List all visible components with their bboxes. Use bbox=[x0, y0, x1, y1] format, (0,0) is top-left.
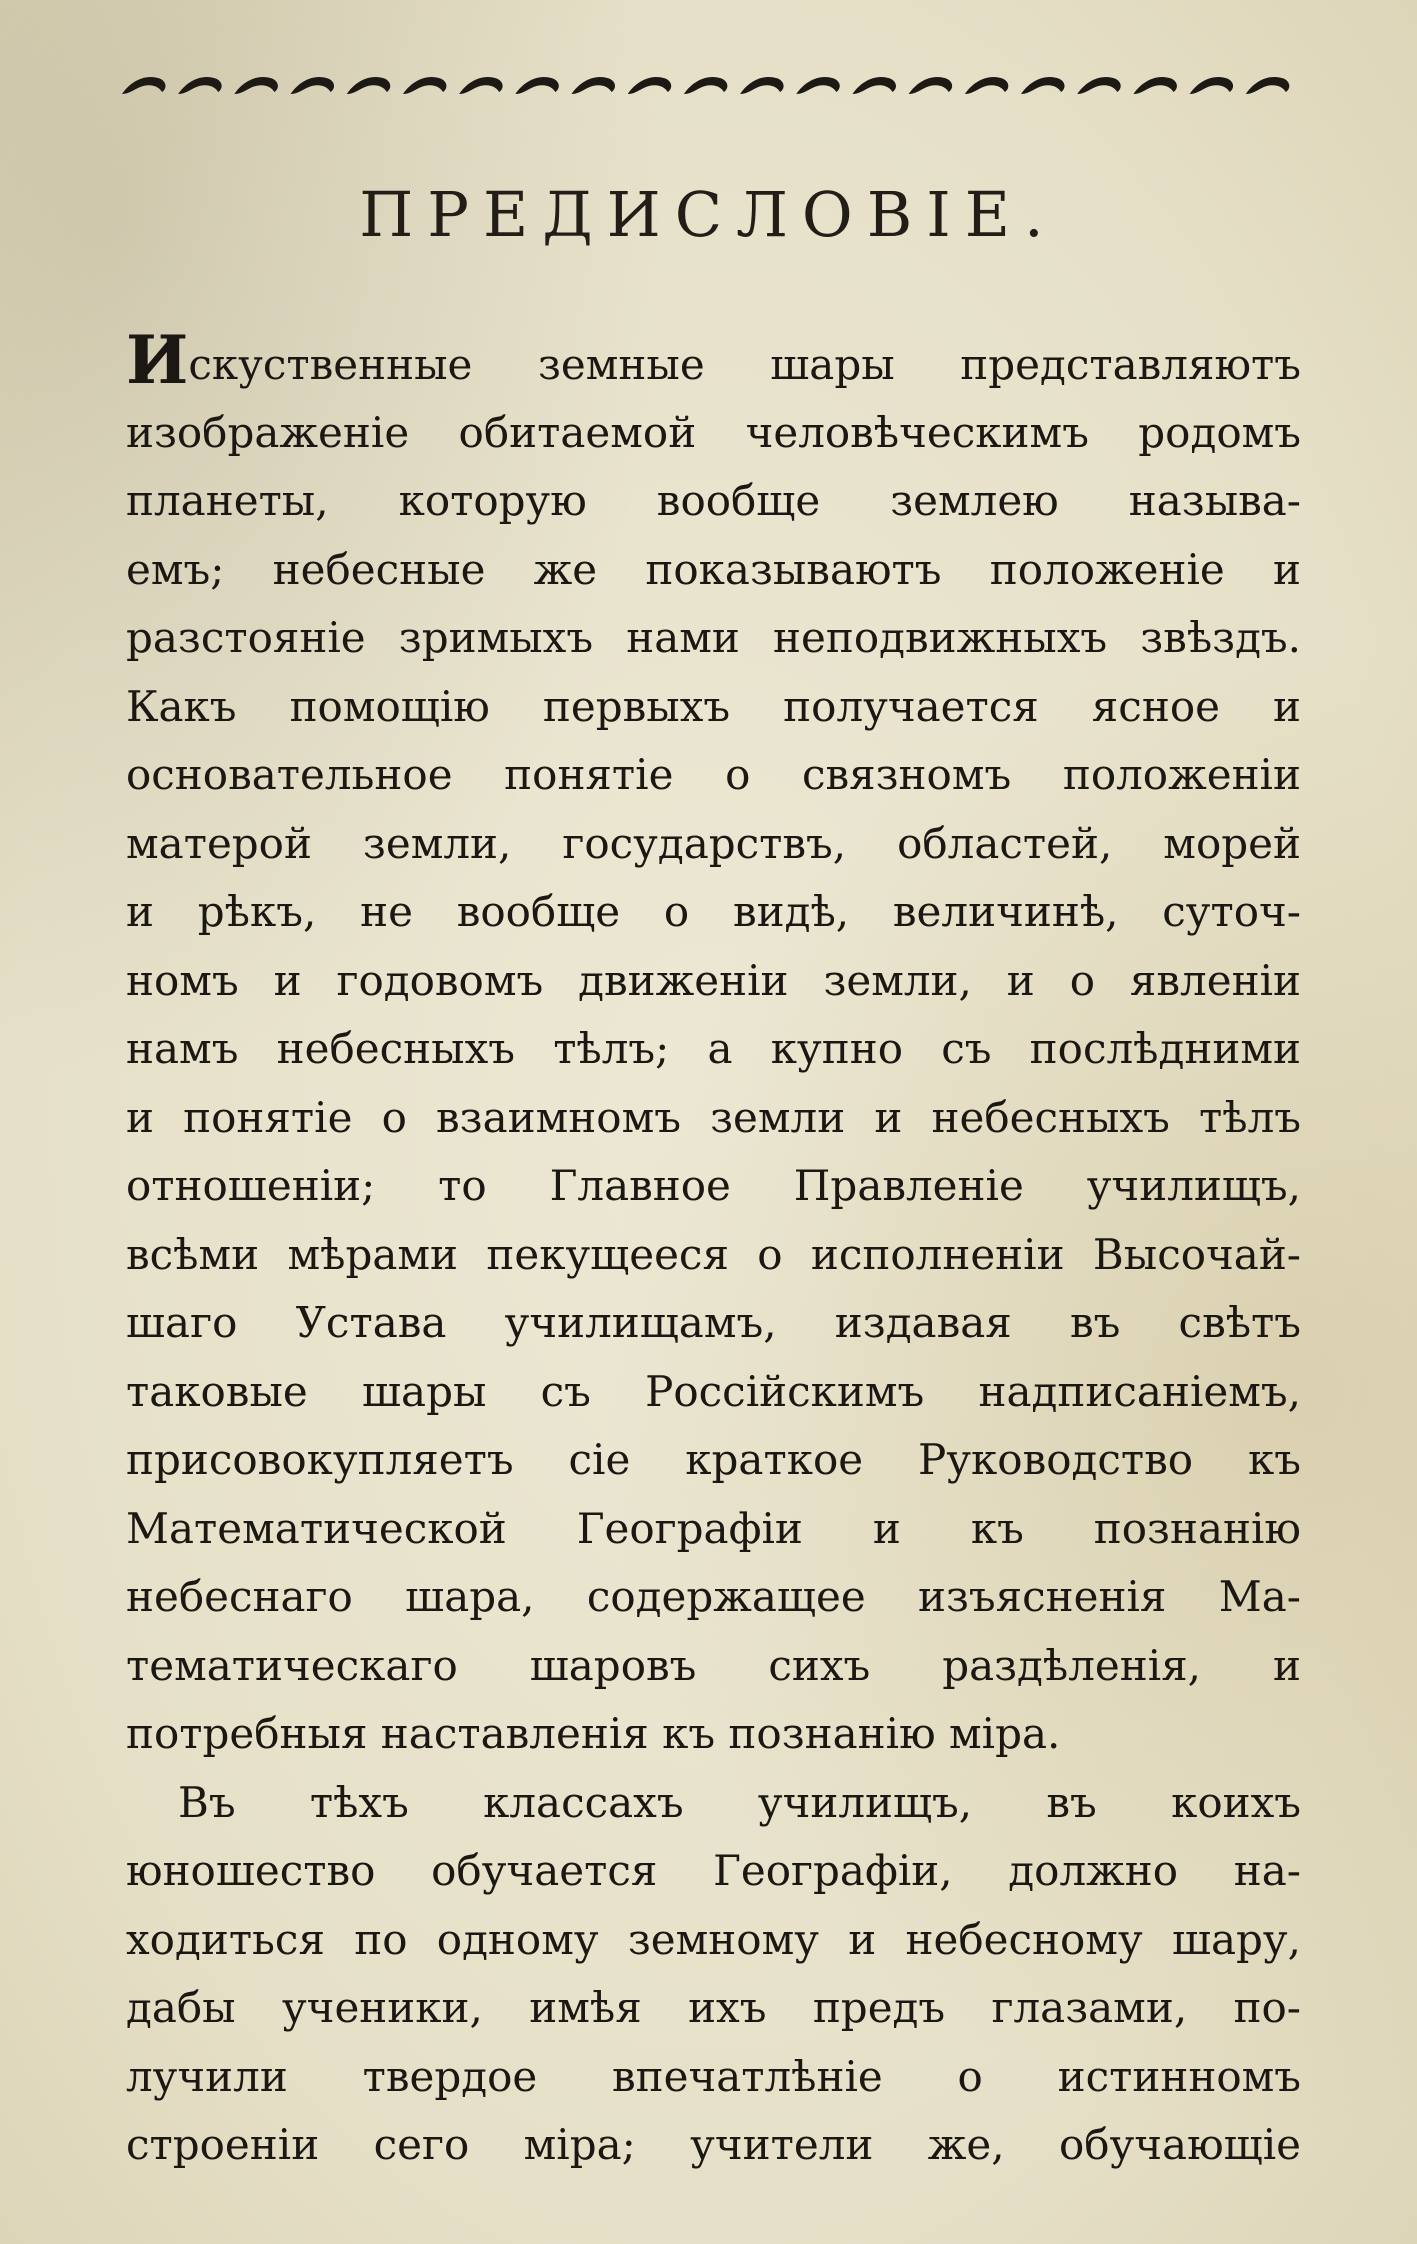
text-line: дабы ученики, имѣя ихъ предъ глазами, по- bbox=[126, 1983, 1301, 2032]
ornament-swirl bbox=[1246, 77, 1289, 94]
text-line: Какъ помощiю первыхъ получается ясное и bbox=[126, 681, 1301, 731]
text-line: и рѣкъ, не вообще о видѣ, величинѣ, суточ- bbox=[126, 887, 1301, 936]
decorative-ornament-border bbox=[118, 52, 1298, 112]
text-line: ходиться по одному земному и небесному шару, bbox=[126, 1914, 1301, 1964]
ornament-swirl bbox=[684, 77, 727, 94]
text-line: номъ и годовомъ движенiи земли, и о явленiи bbox=[126, 955, 1301, 1005]
text-line: Математической Географiи и къ познанiю bbox=[126, 1503, 1301, 1553]
text-line: отношенiи; то Главное Правленiе училищъ, bbox=[126, 1161, 1301, 1210]
ornament-swirl bbox=[572, 77, 615, 94]
body-text bbox=[126, 330, 1301, 2180]
text-line: основательное понятiе о связномъ положенiи bbox=[126, 750, 1301, 799]
ornament-swirl bbox=[1021, 77, 1064, 94]
text-line: юношество обучается Географiи, должно на- bbox=[126, 1846, 1301, 1895]
text-line: и понятiе о взаимномъ земли и небесныхъ тѣлъ bbox=[126, 1092, 1301, 1142]
ornament-swirl bbox=[122, 77, 165, 94]
text-line: намъ небесныхъ тѣлъ; а купно съ послѣдними bbox=[126, 1024, 1301, 1073]
ornament-swirl bbox=[965, 77, 1008, 94]
ornament-swirl bbox=[796, 77, 839, 94]
text-line: изображенiе обитаемой человѣческимъ родомъ bbox=[126, 407, 1301, 457]
text-line: Искуственные земные шары представляютъ bbox=[126, 330, 1301, 399]
text-line: тематическаго шаровъ сихъ раздѣленiя, и bbox=[126, 1640, 1301, 1690]
ornament-swirl bbox=[909, 77, 952, 94]
ornament-swirl bbox=[291, 77, 334, 94]
ornament-swirl bbox=[740, 77, 783, 94]
text-line: емъ; небесные же показываютъ положенiе и bbox=[126, 544, 1301, 594]
paragraph-2 bbox=[126, 1769, 1301, 2180]
ornament-swirl bbox=[347, 77, 390, 94]
ornament-swirl bbox=[459, 77, 502, 94]
ornament-swirl bbox=[234, 77, 277, 94]
ornament-swirl bbox=[1190, 77, 1233, 94]
ornament-swirl bbox=[515, 77, 558, 94]
text-line: шаго Устава училищамъ, издавая въ свѣтъ bbox=[126, 1298, 1301, 1347]
paragraph-1 bbox=[126, 330, 1301, 1769]
page-title: ПРЕДИСЛОВIЕ. bbox=[359, 178, 1058, 251]
text-line: потребныя наставленiя къ познанiю мiра. bbox=[126, 1709, 1061, 1758]
text-line: строенiи сего мiра; учители же, обучающiе bbox=[126, 2120, 1301, 2169]
text-line: матерой земли, государствъ, областей, морей bbox=[126, 818, 1301, 868]
ornament-swirl bbox=[1077, 77, 1120, 94]
text-line: разстоянiе зримыхъ нами неподвижныхъ звѣздъ. bbox=[126, 613, 1301, 662]
ornament-swirl bbox=[1133, 77, 1176, 94]
text-line: присовокупляетъ сiе краткое Руководство къ bbox=[126, 1435, 1301, 1484]
ornament-swirl bbox=[628, 77, 671, 94]
text-line: таковые шары съ Россiйскимъ надписанiемъ, bbox=[126, 1366, 1301, 1416]
text-line: всѣми мѣрами пекущееся о исполненiи Высочай- bbox=[126, 1229, 1301, 1279]
text-line: лучили твердое впечатлѣнiе о истинномъ bbox=[126, 2051, 1301, 2101]
text-line: небеснаго шара, содержащее изъясненiя Ма- bbox=[126, 1572, 1301, 1621]
text-line: Въ тѣхъ классахъ училищъ, въ коихъ bbox=[178, 1777, 1301, 1827]
ornament-swirl bbox=[403, 77, 446, 94]
ornament-swirl bbox=[178, 77, 221, 94]
ornament-swirl bbox=[852, 77, 895, 94]
text-line: планеты, которую вообще землею называ- bbox=[126, 476, 1301, 525]
drop-cap: И bbox=[126, 330, 189, 399]
